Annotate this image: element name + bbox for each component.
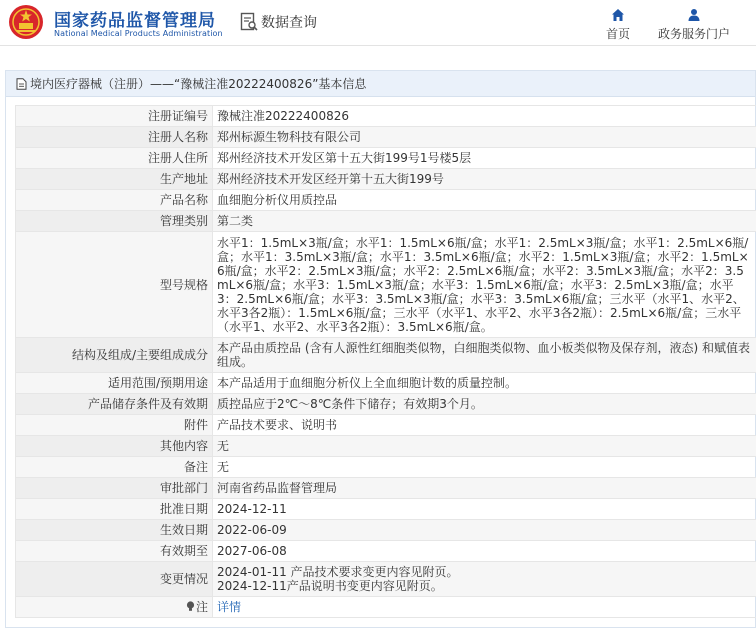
table-row [16,338,756,373]
row-label: 生产地址 [16,169,213,190]
nav-gov-portal-link[interactable] [654,8,734,42]
user-icon [687,8,701,22]
row-label: 批准日期 [16,499,213,520]
table-row [16,148,756,169]
row-value: 产品技术要求、说明书 [213,415,756,436]
nav-home-link[interactable] [598,8,638,42]
row-value: 本产品适用于血细胞分析仪上全血细胞计数的质量控制。 [213,373,756,394]
change-line: 2024-01-11 产品技术要求变更内容见附页。 [217,565,459,579]
table-row [16,106,756,127]
panel-title [6,71,755,97]
table-row [16,211,756,232]
row-label: 变更情况 [16,562,213,597]
row-label: 有效期至 [16,541,213,562]
site-title[interactable]: 国家药品监督管理局 [54,11,216,31]
bulb-icon [186,601,195,612]
row-value: 无 [213,457,756,478]
row-value: 2022-06-09 [213,520,756,541]
table-row [16,457,756,478]
table-row [16,541,756,562]
row-value: 2024-12-11 [213,499,756,520]
section-title-label: 数据查询 [261,15,317,31]
row-value: 郑州标源生物科技有限公司 [213,127,756,148]
table-row [16,415,756,436]
row-value: 豫械注准20222400826 [213,106,756,127]
row-label: 管理类别 [16,211,213,232]
table-row [16,373,756,394]
table-row [16,394,756,415]
row-label: 备注 [16,457,213,478]
row-value: 无 [213,436,756,457]
table-row [16,169,756,190]
row-value: 血细胞分析仪用质控品 [213,190,756,211]
row-label: 注册人名称 [16,127,213,148]
row-label: 审批部门 [16,478,213,499]
row-label: 其他内容 [16,436,213,457]
row-value: 水平1：1.5mL×3瓶/盒；水平1：1.5mL×6瓶/盒；水平1：2.5mL×3瓶/盒；水平1：2.5mL×6瓶/盒；水平1：3.5mL×3瓶/盒；水平1：3.5mL×6瓶/盒；水平2：1.5mL×3瓶/盒；水平2：1.5mL×6瓶/盒；水平2：2.5mL×3瓶/盒；水平2：2.5mL×6瓶/盒；水平2：3.5mL×3瓶/盒；水平2：3.5mL×6瓶/盒；水平3：1.5mL×3瓶/盒；水平3：1.5mL×6瓶/盒；水平3：2.5mL×3瓶/盒；水平3：2.5mL×6瓶/盒；水平3：3.5mL×3瓶/盒；水平3：3.5mL×6瓶/盒；三水平（水平1、水平2、水平3各2瓶）：1.5mL×6瓶/盒；三水平（水平1、水平2、水平3各2瓶）：2.5mL×6瓶/盒；三水平（水平1、水平2、水平3各2瓶）：3.5mL×6瓶/盒。 [213,232,756,338]
row-value: 本产品由质控品 (含有人源性红细胞类似物，白细胞类似物、血小板类似物及保存剂，液态) 和赋值表组成。 [213,338,756,373]
row-label [16,597,213,618]
table-row [16,478,756,499]
row-label: 生效日期 [16,520,213,541]
row-label: 适用范围/预期用途 [16,373,213,394]
row-value: 质控品应于2℃～8℃条件下储存；有效期3个月。 [213,394,756,415]
table-row [16,232,756,338]
section-title [240,12,317,32]
table-row [16,499,756,520]
details-link[interactable]: 详情 [217,600,242,614]
row-value: 河南省药品监督管理局 [213,478,756,499]
table-row [16,597,756,618]
table-row [16,562,756,597]
row-label: 注册人住所 [16,148,213,169]
table-row [16,520,756,541]
row-label: 产品储存条件及有效期 [16,394,213,415]
row-value: 郑州经济技术开发区第十五大街199号1号楼5层 [213,148,756,169]
device-info-table [15,105,756,618]
change-line: 2024-12-11产品说明书变更内容见附页。 [217,579,443,593]
row-value [213,597,756,618]
table-row [16,436,756,457]
row-label: 型号规格 [16,232,213,338]
row-value [213,562,756,597]
note-label: 注 [195,600,208,614]
row-label: 注册证编号 [16,106,213,127]
row-value: 2027-06-08 [213,541,756,562]
row-label: 结构及组成/主要组成成分 [16,338,213,373]
row-value: 第二类 [213,211,756,232]
row-label: 附件 [16,415,213,436]
panel-title-text: 境内医疗器械（注册）——“豫械注准20222400826”基本信息 [30,77,367,91]
home-icon [611,8,625,22]
site-header [0,0,756,46]
device-info-panel [5,70,756,628]
document-icon [16,78,27,90]
nav-home-label: 首页 [605,27,630,41]
national-emblem-icon[interactable] [8,4,44,40]
row-label: 产品名称 [16,190,213,211]
nav-gov-portal-label: 政务服务门户 [657,27,730,41]
table-row [16,127,756,148]
search-document-icon [240,12,258,32]
row-value: 郑州经济技术开发区经开第十五大街199号 [213,169,756,190]
site-subtitle: National Medical Products Administration [54,29,223,38]
table-row [16,190,756,211]
